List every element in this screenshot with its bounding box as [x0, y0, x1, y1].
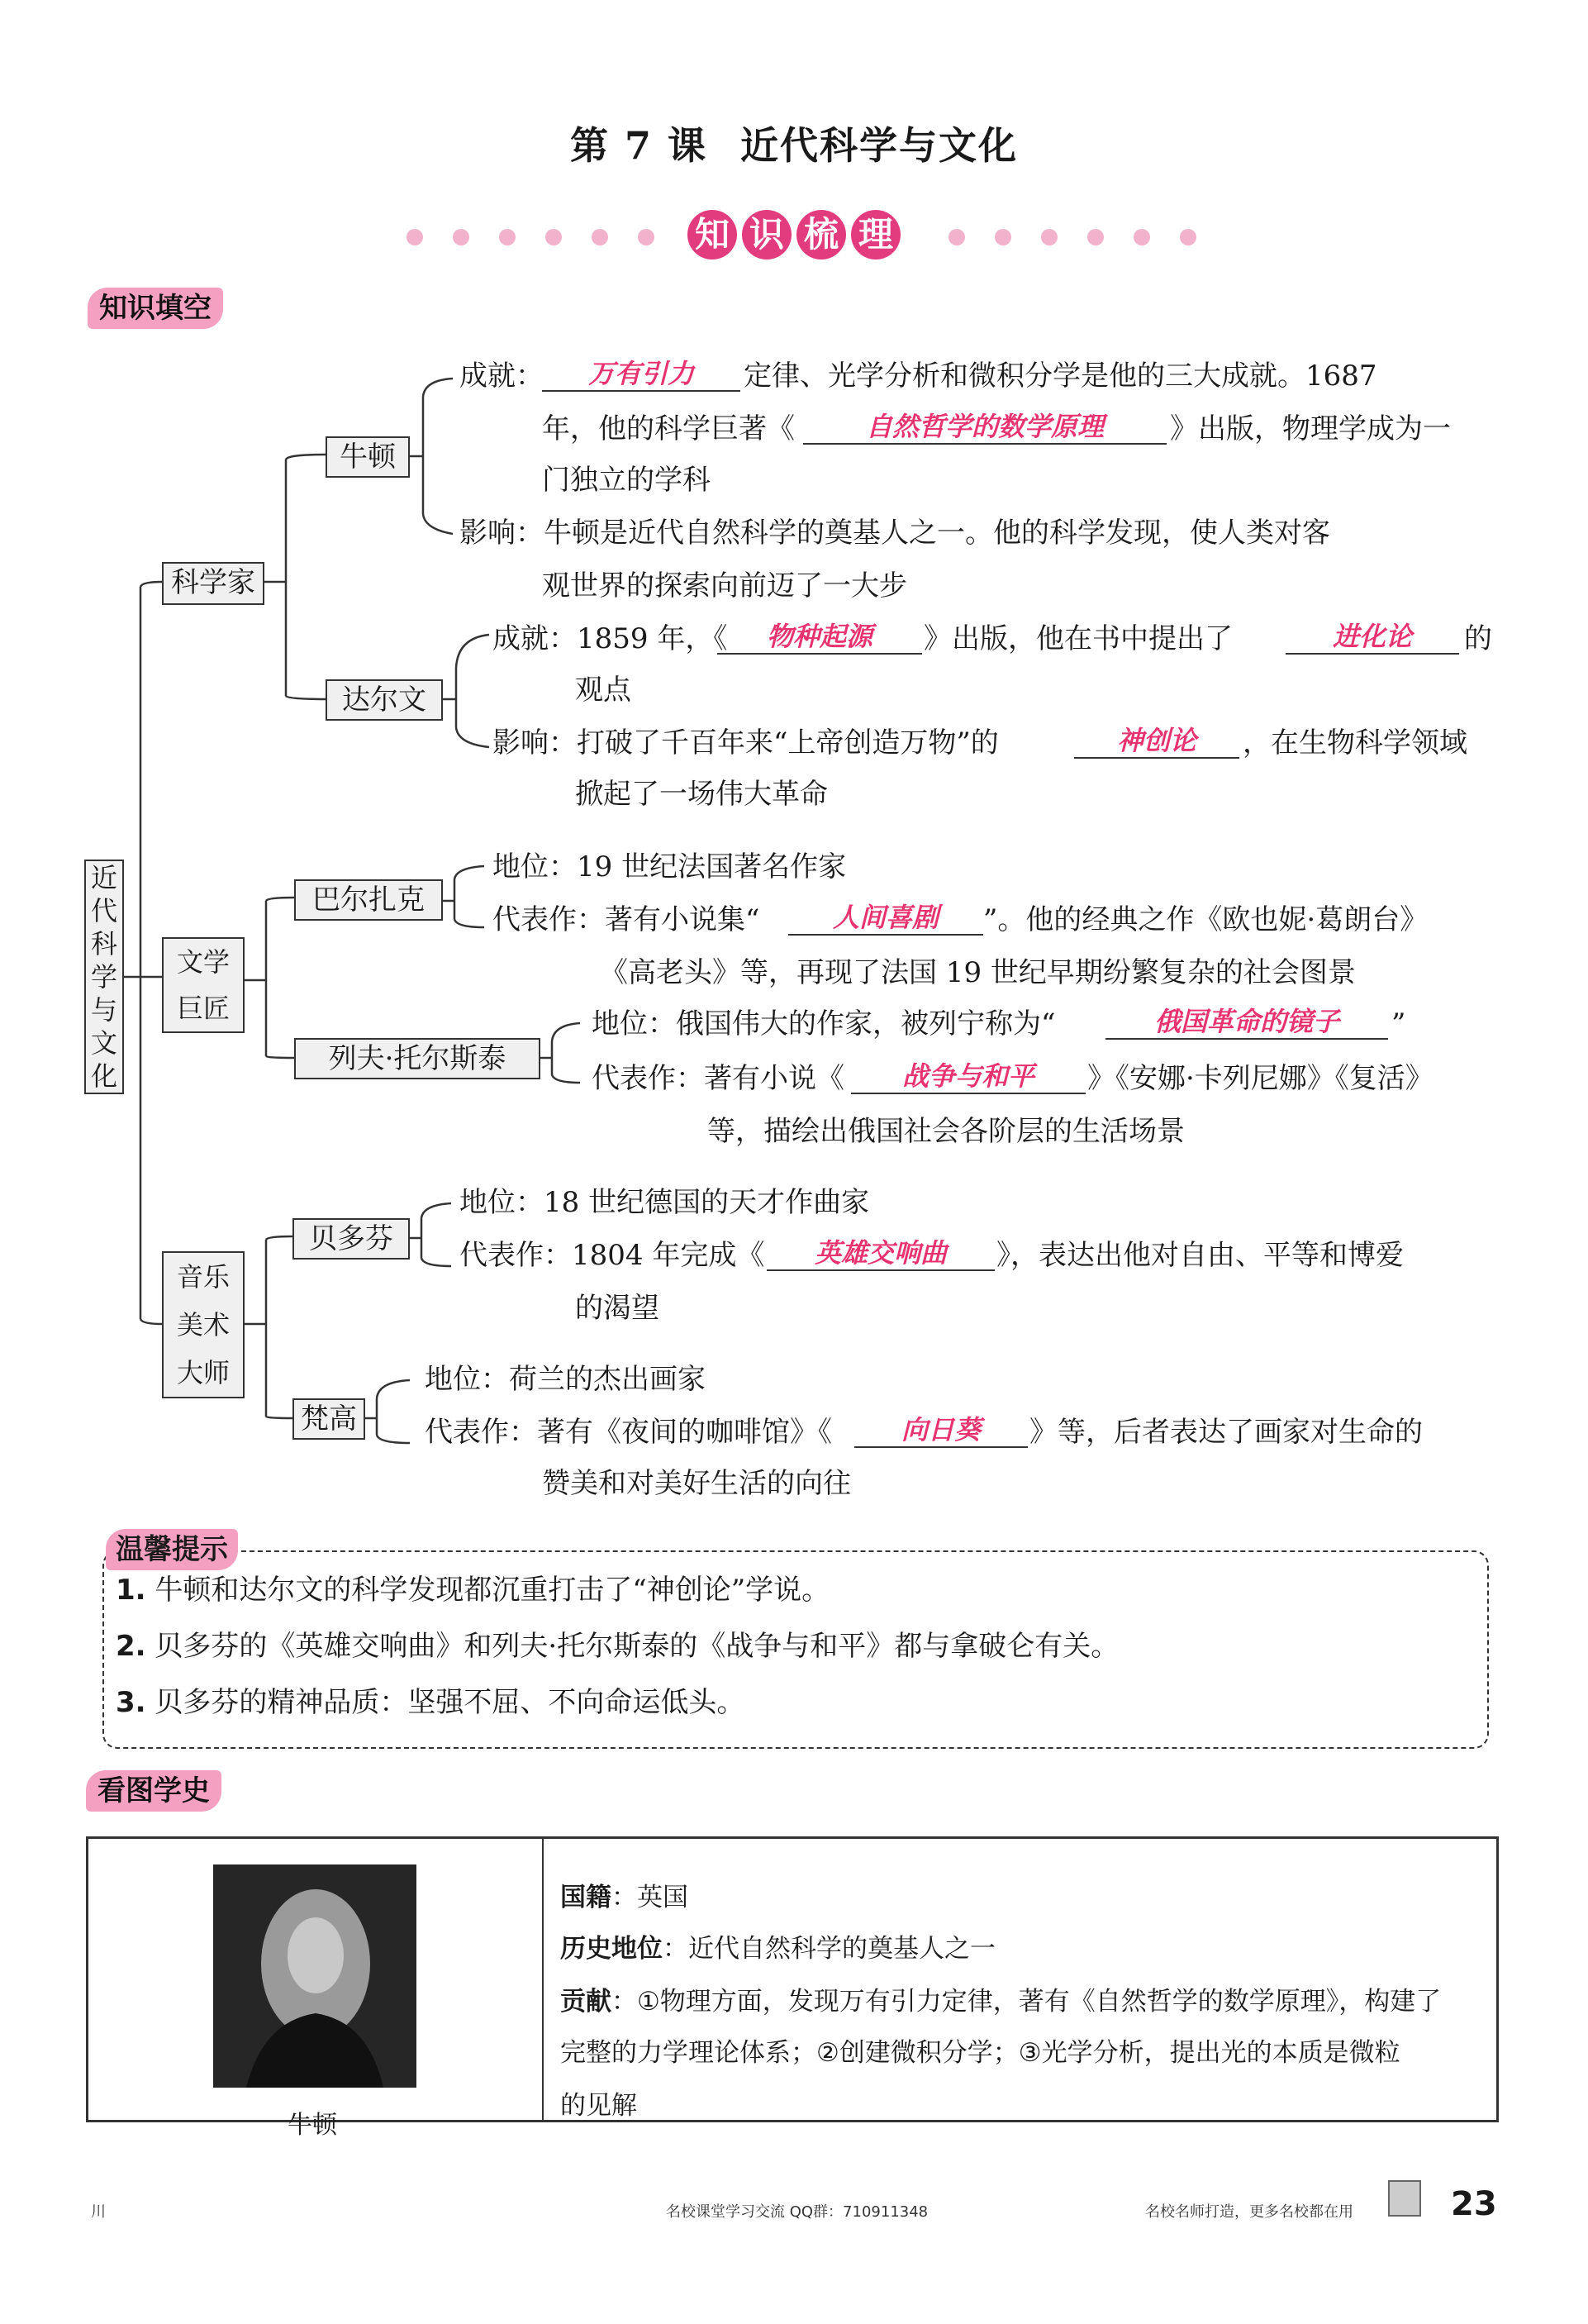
newton-achievement-text: 定律、光学分析和微积分学是他的三大成就。1687: [744, 360, 1377, 393]
answer-mirror-of-revolution: 俄国革命的镜子: [1105, 1005, 1388, 1040]
answer-principia: 自然哲学的数学原理: [803, 410, 1167, 445]
banner-char: 识: [742, 210, 792, 260]
footer-right: 名校名师打造，更多名校都在用: [1145, 2203, 1353, 2221]
tolstoy-position-post: ”: [1391, 1007, 1406, 1041]
newton-achievement-label: 成就：: [459, 360, 544, 393]
darwin-influence-line2: 掀起了一场伟大革命: [575, 778, 828, 811]
publisher-logo-icon: [1388, 2180, 1421, 2217]
darwin-influence-post: ，在生物科学领域: [1243, 726, 1467, 760]
darwin-achievement-post: 的: [1464, 622, 1492, 655]
banner-char: 知: [687, 210, 737, 260]
info-contribution: 贡献：①物理方面，发现万有引力定律，著有《自然哲学的数学原理》，构建了: [560, 1987, 1442, 2017]
tip-item: 2. 贝多芬的《英雄交响曲》和列夫·托尔斯泰的《战争与和平》都与拿破仑有关。: [116, 1630, 1120, 1663]
section-fill-blanks: 知识填空: [88, 288, 223, 329]
darwin-achievement-pre: 成就：1859 年，《: [492, 622, 728, 655]
info-nationality: 国籍：英国: [560, 1883, 688, 1912]
table-divider: [542, 1836, 544, 2122]
person-vangogh: 梵高: [292, 1398, 365, 1440]
newton-achievement-line2-pre: 年，他的科学巨著《: [542, 412, 795, 445]
person-darwin: 达尔文: [326, 679, 443, 721]
lesson-number: 第 7 课: [569, 123, 708, 168]
banner-char: 梳: [796, 210, 846, 260]
root-label: 近 代 科 学 与 文 化: [84, 860, 124, 1094]
portrait-figure: [213, 1864, 416, 2088]
balzac-position: 地位：19 世纪法国著名作家: [492, 850, 847, 883]
vangogh-work-pre: 代表作：著有《夜间的咖啡馆》《: [425, 1416, 832, 1449]
tolstoy-work-post: 》《安娜·卡列尼娜》《复活》: [1087, 1062, 1433, 1095]
banner-char: 理: [851, 210, 901, 260]
newton-influence-line2: 观世界的探索向前迈了一大步: [542, 569, 907, 602]
info-contribution-line3: 的见解: [560, 2091, 637, 2121]
answer-origin-of-species: 物种起源: [717, 620, 922, 655]
category-art-music: 音乐 美术 大师: [162, 1251, 245, 1398]
page-number: 23: [1451, 2185, 1497, 2223]
tolstoy-work-pre: 代表作：著有小说《: [592, 1062, 844, 1095]
footer-left: 川: [91, 2203, 106, 2221]
info-contribution-line2: 完整的力学理论体系；②创建微积分学；③光学分析，提出光的本质是微粒: [560, 2038, 1400, 2068]
balzac-work-line2: 《高老头》等，再现了法国 19 世纪早期纷繁复杂的社会图景: [600, 956, 1356, 989]
vangogh-work-line2: 赞美和对美好生活的向往: [542, 1467, 851, 1500]
beethoven-position: 地位：18 世纪德国的天才作曲家: [459, 1186, 870, 1219]
answer-human-comedy: 人间喜剧: [788, 901, 983, 936]
answer-evolution: 进化论: [1286, 620, 1459, 655]
darwin-influence-pre: 影响：打破了千百年来“上帝创造万物”的: [492, 726, 999, 760]
beethoven-work-pre: 代表作：1804 年完成《: [459, 1239, 765, 1272]
person-balzac: 巴尔扎克: [294, 879, 443, 921]
newton-portrait-image: [213, 1864, 416, 2088]
person-tolstoy: 列夫·托尔斯泰: [294, 1038, 540, 1079]
balzac-work-post: ”。他的经典之作《欧也妮·葛朗台》: [983, 903, 1429, 936]
vangogh-position: 地位：荷兰的杰出画家: [425, 1363, 706, 1396]
section-pictures: 看图学史: [86, 1770, 221, 1812]
balzac-work-pre: 代表作：著有小说集“: [492, 903, 760, 936]
tip-item: 3. 贝多芬的精神品质：坚强不屈、不向命运低头。: [116, 1686, 745, 1719]
tips-label: 温馨提示: [106, 1529, 238, 1570]
answer-sunflowers: 向日葵: [854, 1413, 1028, 1448]
tip-item: 1. 牛顿和达尔文的科学发现都沉重打击了“神创论”学说。: [116, 1574, 830, 1607]
answer-war-and-peace: 战争与和平: [851, 1060, 1086, 1094]
answer-creationism: 神创论: [1074, 724, 1239, 759]
newton-influence-line1: 影响：牛顿是近代自然科学的奠基人之一。他的科学发现，使人类对客: [459, 517, 1330, 550]
answer-eroica-symphony: 英雄交响曲: [767, 1236, 995, 1271]
beethoven-work-post: 》，表达出他对自由、平等和博爱: [996, 1239, 1404, 1272]
darwin-achievement-mid: 》出版，他在书中提出了: [924, 622, 1233, 655]
person-newton: 牛顿: [326, 436, 410, 478]
beethoven-work-line2: 的渴望: [575, 1292, 659, 1325]
category-scientists: 科学家: [162, 562, 264, 605]
person-beethoven: 贝多芬: [292, 1218, 410, 1260]
category-literature: 文学 巨匠: [162, 937, 245, 1033]
portrait-caption: 牛顿: [288, 2111, 337, 2140]
answer-universal-gravitation: 万有引力: [542, 357, 740, 392]
vangogh-work-post: 》等，后者表达了画家对生命的: [1029, 1416, 1423, 1449]
newton-achievement-line3: 门独立的学科: [542, 464, 711, 497]
darwin-achievement-line2: 观点: [575, 674, 631, 707]
info-status: 历史地位：近代自然科学的奠基人之一: [560, 1934, 996, 1964]
tolstoy-position-pre: 地位：俄国伟大的作家，被列宁称为“: [592, 1007, 1056, 1041]
lesson-name: 近代科学与文化: [740, 123, 1019, 168]
tolstoy-work-line2: 等，描绘出俄国社会各阶层的生活场景: [707, 1115, 1185, 1148]
newton-achievement-line2-post: 》出版，物理学成为一: [1170, 412, 1451, 445]
footer-center: 名校课堂学习交流 QQ群：710911348: [666, 2203, 929, 2221]
